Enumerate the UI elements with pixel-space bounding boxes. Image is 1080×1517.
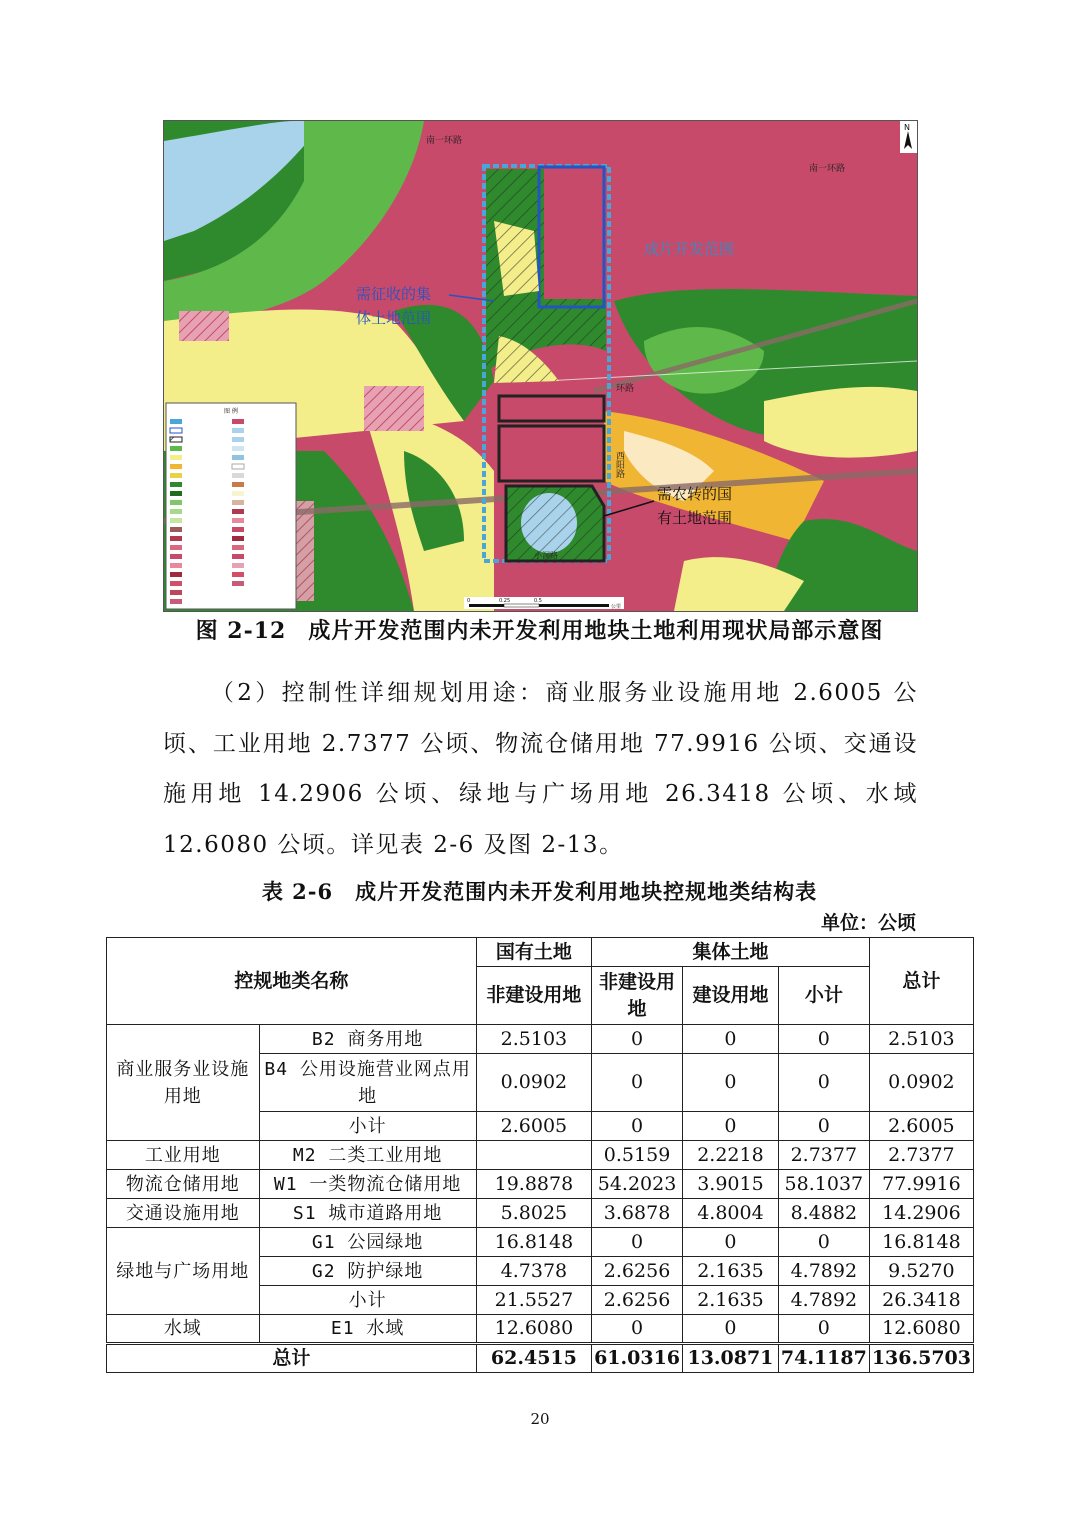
total-label: 总计 (107, 1344, 477, 1373)
row-label: 小计 (259, 1286, 476, 1315)
row-label: B2 商务用地 (259, 1025, 476, 1054)
cell: 0 (778, 1054, 869, 1112)
paragraph-text: （2）控制性详细规划用途：商业服务业设施用地 2.6005 公顷、工业用地 2.7377 公顷、物流仓储用地 77.9916 公顷、交通设施用地 14.2906 公顷、绿地与广场用地 26.3418 公顷、水域 12.6080 公顷。详见表 2-6 及图 2-13。 (163, 680, 918, 858)
cell: 0 (778, 1315, 869, 1344)
row-label: B4 公用设施营业网点用地 (259, 1054, 476, 1112)
figure-caption (163, 614, 916, 645)
cell: 12.6080 (869, 1315, 973, 1344)
total-cell: 13.0871 (683, 1344, 779, 1373)
road-label-xiaoshan: 小洞路 (534, 551, 558, 560)
label-collective-1: 需征收的集 (356, 285, 432, 303)
table-caption (163, 876, 916, 906)
group-green: 绿地与广场用地 (107, 1228, 260, 1315)
total-cell: 61.0316 (592, 1344, 683, 1373)
cell: 0 (592, 1315, 683, 1344)
cell: 14.2906 (869, 1199, 973, 1228)
cell: 0 (592, 1054, 683, 1112)
cell: 2.6005 (476, 1112, 591, 1141)
row-label: G1 公园绿地 (259, 1228, 476, 1257)
land-use-table (106, 937, 974, 1373)
group-industrial: 工业用地 (107, 1141, 260, 1170)
svg-text:0.25: 0.25 (499, 598, 511, 604)
row-label: W1 一类物流仓储用地 (259, 1170, 476, 1199)
cell: 19.8878 (476, 1170, 591, 1199)
row-label: E1 水域 (259, 1315, 476, 1344)
label-state-1: 需农转的国 (657, 485, 733, 503)
total-cell: 74.1187 (778, 1344, 869, 1373)
table-row (107, 1228, 974, 1257)
cell: 3.9015 (683, 1170, 779, 1199)
cell: 4.7892 (778, 1257, 869, 1286)
road-label-huanlu: 环路 (616, 384, 635, 394)
label-development-scope: 成片开发范围 (644, 240, 735, 258)
header-coll-nonbuild: 非建设用地 (592, 967, 683, 1025)
label-state-2: 有土地范围 (657, 509, 733, 527)
table-title: 成片开发范围内未开发利用地块控规地类结构表 (355, 879, 818, 904)
cell: 58.1037 (778, 1170, 869, 1199)
total-cell: 62.4515 (476, 1344, 591, 1373)
page-number: 20 (530, 1410, 550, 1428)
cell: 2.1635 (683, 1286, 779, 1315)
cell: 0.0902 (476, 1054, 591, 1112)
row-label: M2 二类工业用地 (259, 1141, 476, 1170)
cell: 77.9916 (869, 1170, 973, 1199)
cell: 0 (683, 1315, 779, 1344)
svg-text:图 例: 图 例 (224, 408, 238, 415)
row-label: G2 防护绿地 (259, 1257, 476, 1286)
header-coll-build: 建设用地 (683, 967, 779, 1025)
cell: 5.8025 (476, 1199, 591, 1228)
cell: 2.1635 (683, 1257, 779, 1286)
svg-text:0: 0 (467, 598, 471, 604)
cell: 2.5103 (476, 1025, 591, 1054)
cell: 3.6878 (592, 1199, 683, 1228)
cell: 26.3418 (869, 1286, 973, 1315)
cell: 4.7378 (476, 1257, 591, 1286)
table-row (107, 1170, 974, 1199)
cell: 4.8004 (683, 1199, 779, 1228)
table-unit: 单位：公顷 (820, 912, 916, 934)
header-state-nonbuild: 非建设用地 (476, 967, 591, 1025)
table-row (107, 1199, 974, 1228)
total-cell: 136.5703 (869, 1344, 973, 1373)
figure-number: 图 2-12 (195, 618, 287, 644)
cell: 21.5527 (476, 1286, 591, 1315)
table-number: 表 2-6 (261, 879, 334, 904)
row-label: S1 城市道路用地 (259, 1199, 476, 1228)
road-label-nanyi-left: 南一环路 (426, 136, 463, 146)
header-coll-subtotal: 小计 (778, 967, 869, 1025)
scale-bar (464, 597, 624, 610)
cell: 0 (683, 1228, 779, 1257)
cell: 0 (592, 1025, 683, 1054)
cell: 2.2218 (683, 1141, 779, 1170)
svg-text:N: N (904, 123, 910, 132)
group-commercial: 商业服务业设施用地 (107, 1025, 260, 1141)
cell: 0.5159 (592, 1141, 683, 1170)
road-label-xiyang: 西阳路 (614, 451, 624, 478)
cell: 0 (683, 1054, 779, 1112)
cell: 0 (592, 1228, 683, 1257)
cell: 0 (778, 1112, 869, 1141)
body-paragraph (163, 668, 918, 870)
cell: 8.4882 (778, 1199, 869, 1228)
cell: 12.6080 (476, 1315, 591, 1344)
figure-title: 成片开发范围内未开发利用地块土地利用现状局部示意图 (308, 618, 884, 644)
cell: 2.6256 (592, 1257, 683, 1286)
cell: 0.0902 (869, 1054, 973, 1112)
cell: 16.8148 (476, 1228, 591, 1257)
group-logistics: 物流仓储用地 (107, 1170, 260, 1199)
cell: 9.5270 (869, 1257, 973, 1286)
cell: 4.7892 (778, 1286, 869, 1315)
table-total-row (107, 1344, 974, 1373)
label-collective-2: 体土地范围 (356, 309, 432, 327)
group-water: 水域 (107, 1315, 260, 1344)
svg-text:公里: 公里 (611, 604, 622, 610)
cell: 0 (683, 1025, 779, 1054)
cell: 2.7377 (869, 1141, 973, 1170)
cell: 2.5103 (869, 1025, 973, 1054)
cell: 16.8148 (869, 1228, 973, 1257)
header-total: 总计 (869, 938, 973, 1025)
table-row (107, 1025, 974, 1054)
cell: 0 (778, 1025, 869, 1054)
cell (476, 1141, 591, 1170)
cell: 2.6256 (592, 1286, 683, 1315)
cell: 0 (683, 1112, 779, 1141)
svg-text:0.5: 0.5 (534, 598, 542, 604)
land-use-map (163, 120, 918, 612)
cell: 2.6005 (869, 1112, 973, 1141)
table-row (107, 1141, 974, 1170)
cell: 54.2023 (592, 1170, 683, 1199)
cell: 0 (778, 1228, 869, 1257)
header-name: 控规地类名称 (107, 938, 477, 1025)
cell: 0 (592, 1112, 683, 1141)
map-legend (166, 403, 296, 609)
road-label-nanyi-right: 南一环路 (809, 164, 846, 174)
row-label: 小计 (259, 1112, 476, 1141)
cell: 2.7377 (778, 1141, 869, 1170)
table-row (107, 1315, 974, 1344)
group-transport: 交通设施用地 (107, 1199, 260, 1228)
header-collective: 集体土地 (592, 938, 870, 967)
north-arrow-icon (900, 121, 917, 153)
header-state: 国有土地 (476, 938, 591, 967)
